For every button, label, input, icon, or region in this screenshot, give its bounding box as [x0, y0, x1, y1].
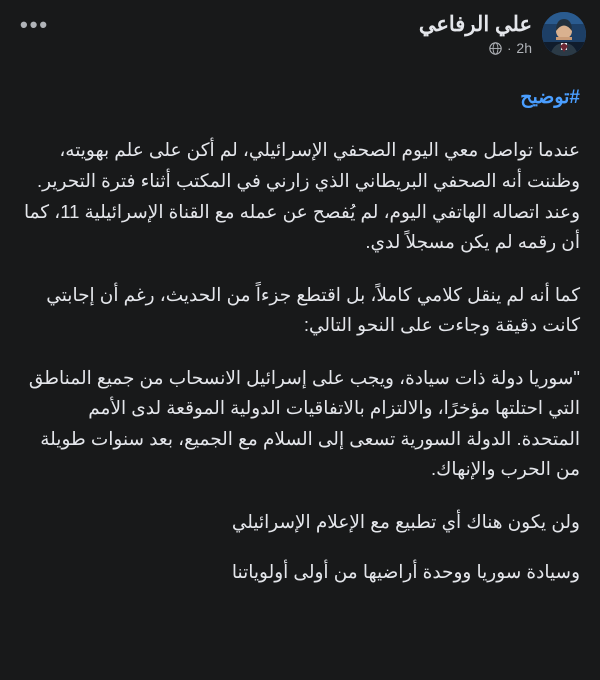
post-header: [14, 10, 586, 62]
more-options-button[interactable]: •••: [20, 12, 50, 37]
post-paragraph: عندما تواصل معي اليوم الصحفي الإسرائيلي، لم أكن على علم بهويته، وظننت أنه الصحفي البريطاني الذي زارني في المكتب أثناء فترة التحرير. وعند اتصاله الهاتفي اليوم، لم يُفصح عن عمله مع القناة الإسرائيلية 11، كما أن رقمه لم يكن مسجلاً لدي.: [23, 139, 580, 253]
hashtag-link[interactable]: #توضيح: [520, 87, 580, 109]
post-header-text: [51, 12, 532, 56]
meta-separator: ·: [507, 40, 512, 56]
post-body: [14, 62, 586, 680]
post-paragraph: "سوريا دولة ذات سيادة، ويجب على إسرائيل الانسحاب من جميع المناطق التي احتلتها مؤخرًا، والالتزام بالاتفاقيات الدولية الموقعة لدى الأمم المتحدة. الدولة السورية تسعى إلى السلام مع الجميع، بعد سنوات طويلة من الحرب والإنهاك.: [28, 366, 580, 480]
post-hashtag-line: [20, 82, 580, 113]
post-meta: [51, 40, 532, 56]
post-paragraph: وسيادة سوريا ووحدة أراضيها من أولى أولوياتنا: [231, 561, 580, 583]
avatar[interactable]: [542, 12, 586, 56]
globe-icon[interactable]: [489, 42, 502, 55]
post-paragraph: ولن يكون هناك أي تطبيع مع الإعلام الإسرائيلي: [231, 510, 580, 532]
post-timestamp[interactable]: 2h: [516, 40, 532, 57]
post-paragraph: كما أنه لم ينقل كلامي كاملاً، بل اقتطع جزءاً من الحديث، رغم أن إجابتي كانت دقيقة وجاءت على النحو التالي:: [46, 283, 580, 336]
author-name[interactable]: علي الرفاعي: [418, 13, 532, 36]
